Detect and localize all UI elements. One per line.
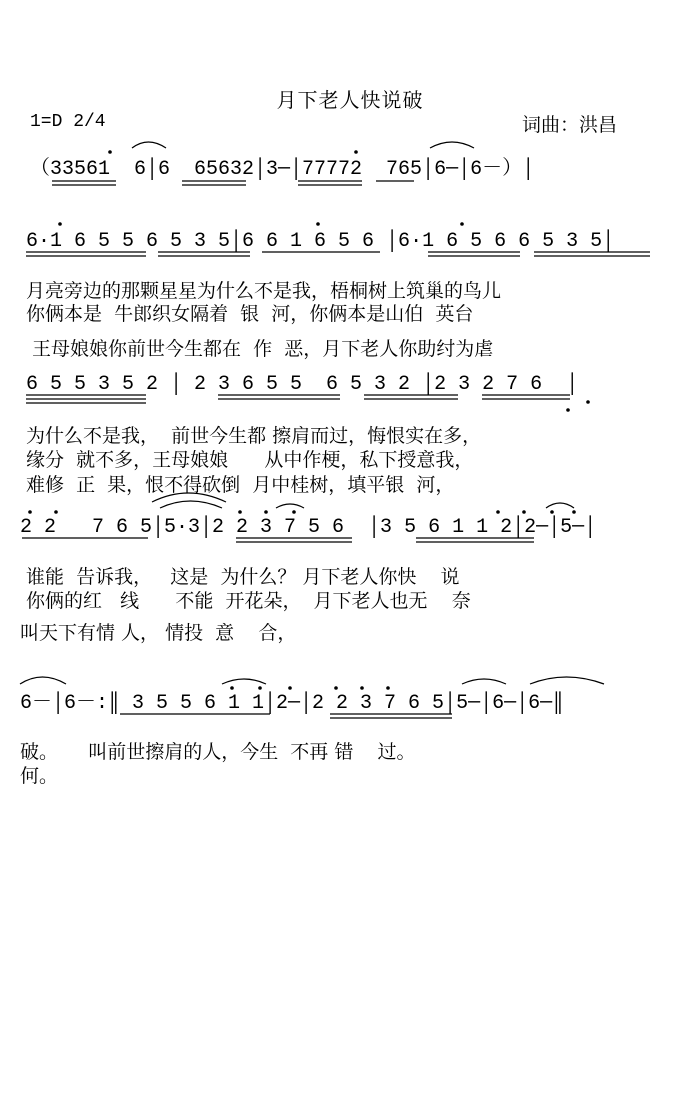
octave-dot <box>334 686 338 690</box>
lyric-line-2-verse-2: 缘分 就不多，王母娘娘 从中作梗，私下授意我， <box>26 449 474 471</box>
octave-dot <box>566 408 570 412</box>
tie-arc <box>20 677 66 684</box>
octave-dot <box>58 222 62 226</box>
tie-arc <box>462 679 506 684</box>
octave-dot <box>354 150 358 154</box>
tie-arc <box>530 677 604 684</box>
lyric-line-2-verse-1: 为什么不是我， 前世今生都 擦肩而过，悔恨实在多， <box>26 425 482 447</box>
lyric-line-4-verse-1: 破。 叫前世擦肩的人，今生 不再 错 过。 <box>20 741 416 763</box>
octave-dot <box>572 510 576 514</box>
octave-dot <box>288 686 292 690</box>
tie-arc <box>276 504 304 508</box>
composer-credit: 词曲：洪昌 <box>522 114 618 136</box>
octave-dot <box>108 150 112 154</box>
lyric-line-3-verse-3: 叫天下有情 人， 情投 意 合， <box>20 622 297 644</box>
tie-arc <box>222 679 266 684</box>
lyric-line-3-verse-2: 你俩的红 线 不能 开花朵， 月下老人也无 奈 <box>20 590 471 612</box>
octave-dot <box>230 686 234 690</box>
lyric-line-1-verse-3: 王母娘娘你前世今生都在 作 恶，月下老人你助纣为虐 <box>26 338 494 360</box>
octave-dot <box>496 510 500 514</box>
octave-dot <box>28 510 32 514</box>
octave-dot <box>292 510 296 514</box>
octave-dot <box>386 686 390 690</box>
key-signature: 1=D 2/4 <box>30 112 106 132</box>
octave-dot <box>550 510 554 514</box>
tie-arc <box>546 503 574 508</box>
tie-arc <box>132 142 166 148</box>
octave-dot <box>586 400 590 404</box>
notation-line-3: 2 2 7 6 5│5·3│2 2 3 7 5 6 │3 5 6 1 1 2│2─│5─│ <box>20 516 597 539</box>
lyric-line-1-verse-2: 你俩本是 牛郎织女隔着 银 河，你俩本是山伯 英台 <box>26 303 474 325</box>
tie-arc <box>160 501 222 508</box>
lyric-line-1-verse-1: 月亮旁边的那颗星星为什么不是我，梧桐树上筑巢的鸟儿 <box>26 280 502 302</box>
octave-dot <box>238 510 242 514</box>
lyric-line-2-verse-3: 难修 正 果，恨不得砍倒 月中桂树，填平银 河， <box>26 474 455 496</box>
lyric-line-3-verse-1: 谁能 告诉我， 这是 为什么？ 月下老人你快 说 <box>20 566 460 588</box>
octave-dot <box>316 222 320 226</box>
octave-dot <box>522 510 526 514</box>
song-title: 月下老人快说破 <box>276 88 424 112</box>
lyric-line-4-verse-2: 何。 <box>20 765 59 787</box>
notation-line-1: 6·1 6 5 5 6 5 3 5│6 6 1 6 5 6 │6·1 6 5 6 6 5 3 5│ <box>26 230 615 253</box>
octave-dot <box>258 686 262 690</box>
notation-line-2: 6 5 5 3 5 2 │ 2 3 6 5 5 6 5 3 2 │2 3 2 7 6 │ <box>26 373 579 396</box>
octave-dot <box>360 686 364 690</box>
octave-dot <box>54 510 58 514</box>
tie-arc <box>430 142 474 148</box>
octave-dot <box>264 510 268 514</box>
octave-dot <box>460 222 464 226</box>
notation-line-intro: （33561 6│6 65632│3─│77772 765│6─│6－）│ <box>30 158 535 181</box>
notation-line-4: 6－│6－:║ 3 5 5 6 1 1│2─│2 2 3 7 6 5│5─│6─│6─║ <box>20 692 565 715</box>
